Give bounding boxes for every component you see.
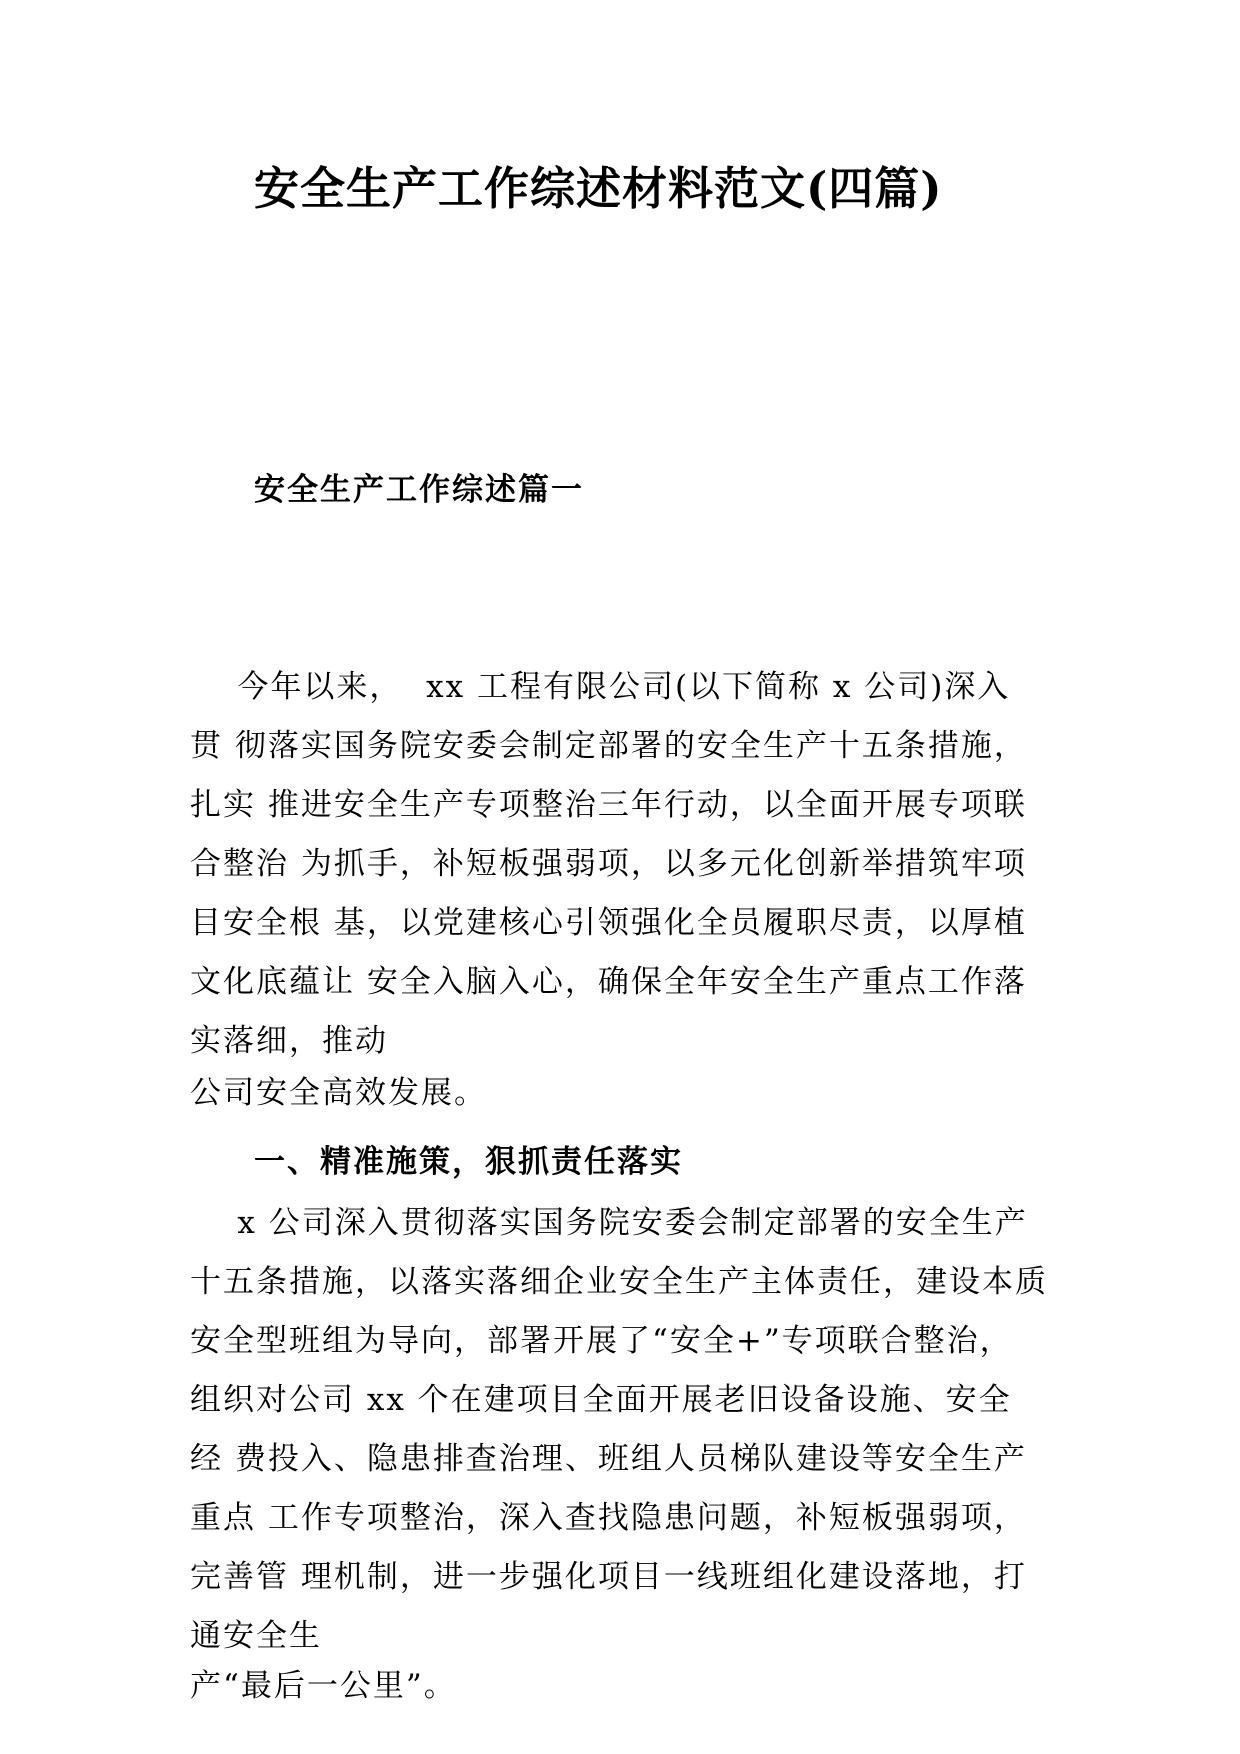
paragraph-1 — [190, 658, 1060, 1071]
paragraph-2-line: 通安全生 — [190, 1618, 322, 1654]
document-title: 安全生产工作综述材料范文(四篇) — [254, 162, 943, 215]
paragraph-1-line: 目安全根 基，以党建核心引领强化全员履职尽责，以厚植 — [190, 905, 1027, 941]
paragraph-2-line: 安全型班组为导向，部署开展了“安全+”专项联合整治， — [190, 1323, 1013, 1359]
paragraph-1-line: 实落细，推动 — [190, 1023, 388, 1059]
paragraph-2-line: 组织对公司 xx 个在建项目全面开展老旧设备设施、安全 — [190, 1382, 1012, 1418]
paragraph-2 — [190, 1194, 1060, 1666]
paragraph-1-line: 今年以来， xx 工程有限公司(以下简称 x 公司)深入 — [190, 669, 1011, 705]
paragraph-2-line: x 公司深入贯彻落实国务院安委会制定部署的安全生产 — [190, 1205, 1028, 1241]
paragraph-2-line: 完善管 理机制，进一步强化项目一线班组化建设落地，打 — [190, 1559, 1027, 1595]
paragraph-2-line: 经 费投入、隐患排查治理、班组人员梯队建设等安全生产 — [190, 1441, 1027, 1477]
paragraph-1-tail — [190, 1064, 1060, 1123]
paragraph-1-line: 贯 彻落实国务院安委会制定部署的安全生产十五条措施， — [190, 728, 1027, 764]
paragraph-1-line: 扎实 推进安全生产专项整治三年行动，以全面开展专项联 — [190, 787, 1027, 823]
paragraph-1-line: 合整治 为抓手，补短板强弱项，以多元化创新举措筑牢项 — [190, 846, 1027, 882]
paragraph-1-line: 文化底蕴让 安全入脑入心，确保全年安全生产重点工作落 — [190, 964, 1027, 1000]
section-heading: 安全生产工作综述篇一 — [254, 472, 584, 508]
paragraph-2-line: 重点 工作专项整治，深入查找隐患问题，补短板强弱项， — [190, 1500, 1027, 1536]
subheading-1: 一、精准施策，狠抓责任落实 — [254, 1144, 683, 1180]
paragraph-2-line: 十五条措施，以落实落细企业安全生产主体责任，建设本质 — [190, 1264, 1048, 1300]
paragraph-2-tail — [190, 1657, 1060, 1716]
paragraph-2-tail-line: 产“最后一公里”。 — [190, 1668, 457, 1704]
paragraph-1-tail-line: 公司安全高效发展。 — [190, 1075, 487, 1111]
